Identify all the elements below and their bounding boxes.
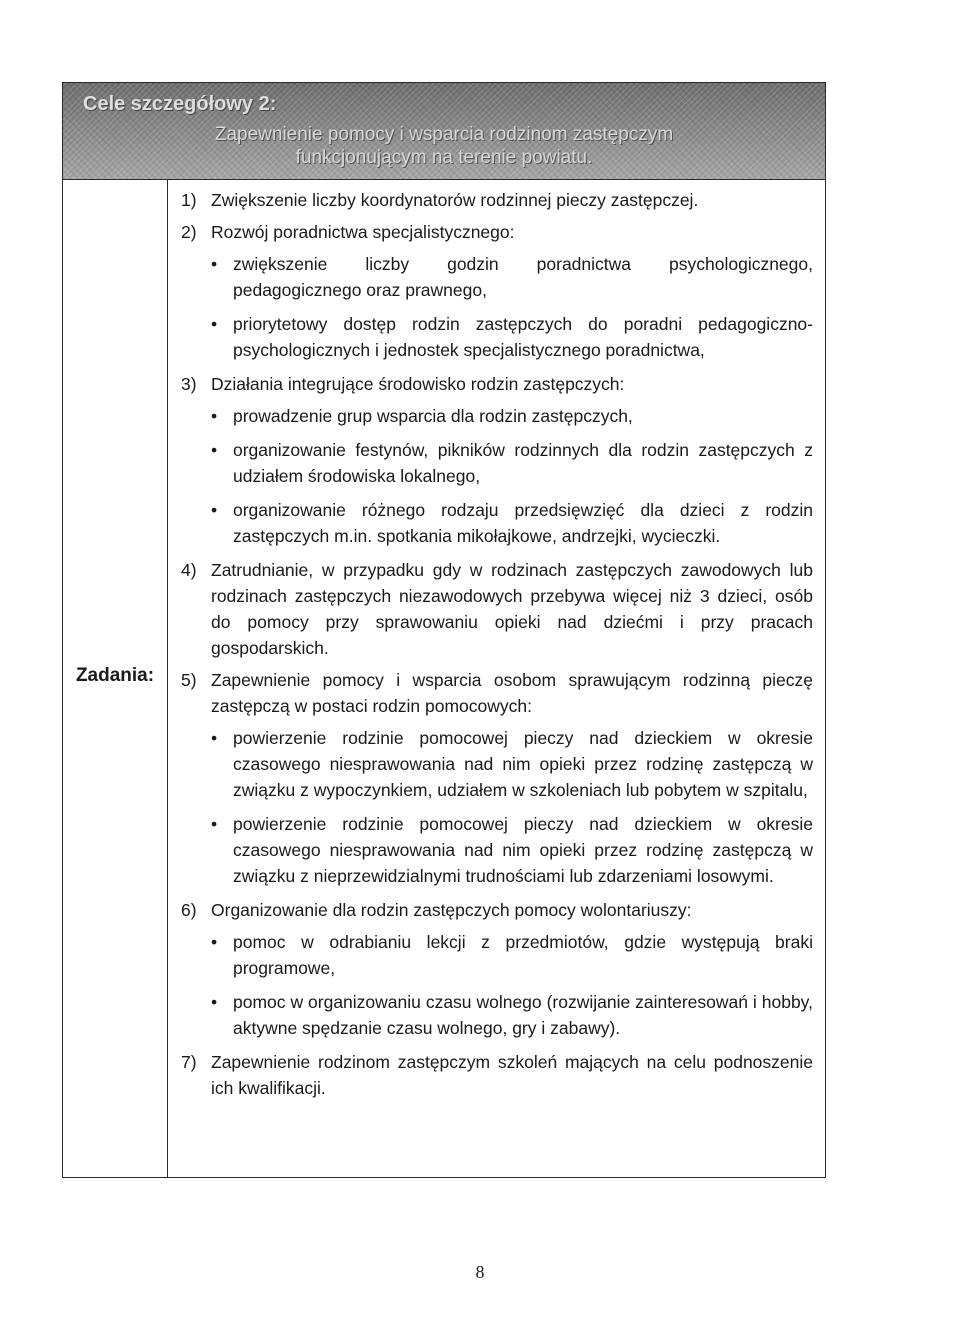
goal-title: Zapewnienie pomocy i wsparcia rodzinom zastępczym funkcjonującym na terenie powiatu.	[214, 124, 674, 168]
task-item	[181, 219, 813, 363]
task-item	[181, 667, 813, 889]
bullet-icon: •	[211, 254, 218, 274]
task-bullet	[211, 311, 813, 363]
task-item	[181, 897, 813, 1041]
tasks-content	[181, 187, 813, 1107]
task-number: 4)	[181, 560, 197, 580]
column-divider	[167, 179, 168, 1177]
task-number: 2)	[181, 222, 197, 242]
task-number: 3)	[181, 374, 197, 394]
task-bullet-text: priorytetowy dostęp rodzin zastępczych do poradni pedagogiczno-psychologicznych i jednostek specjalistycznego poradnictwa,	[233, 314, 813, 360]
task-bullet-text: organizowanie festynów, pikników rodzinnych dla rodzin zastępczych z udziałem środowiska lokalnego,	[233, 440, 813, 486]
task-bullet	[211, 437, 813, 489]
task-number: 6)	[181, 900, 197, 920]
goal-label: Cele szczegółowy 2:	[83, 93, 277, 115]
task-text: Działania integrujące środowisko rodzin zastępczych:	[211, 374, 625, 394]
task-number: 7)	[181, 1052, 197, 1072]
goal-header	[63, 83, 825, 180]
task-bullet	[211, 251, 813, 303]
tasks-table	[62, 82, 826, 1178]
task-item-heading	[181, 667, 813, 719]
bullet-icon: •	[211, 992, 218, 1012]
task-item-heading	[181, 187, 813, 213]
task-bullet-list	[181, 251, 813, 363]
task-text: Organizowanie dla rodzin zastępczych pomocy wolontariuszy:	[211, 900, 692, 920]
tasks-row-label: Zadania:	[75, 665, 155, 686]
bullet-icon: •	[211, 500, 218, 520]
task-number: 5)	[181, 670, 197, 690]
task-number: 1)	[181, 190, 197, 210]
task-bullet-text: powierzenie rodzinie pomocowej pieczy nad dzieckiem w okresie czasowego niesprawowania nad nim opieki przez rodzinę zastępczą w związku z nieprzewidzialnymi trudnościami lub zdarzeniami losowymi.	[233, 814, 813, 886]
task-bullet-text: organizowanie różnego rodzaju przedsięwzięć dla dzieci z rodzin zastępczych m.in. spotkania mikołajkowe, andrzejki, wycieczki.	[233, 500, 813, 546]
task-bullet-text: powierzenie rodzinie pomocowej pieczy nad dzieckiem w okresie czasowego niesprawowania nad nim opieki przez rodzinę zastępczą w związku z wypoczynkiem, udziałem w szkoleniach lub pobytem w szpitalu,	[233, 728, 813, 800]
task-bullet-list	[181, 929, 813, 1041]
bullet-icon: •	[211, 728, 218, 748]
task-item	[181, 557, 813, 661]
task-bullet-text: prowadzenie grup wsparcia dla rodzin zastępczych,	[233, 406, 633, 426]
bullet-icon: •	[211, 314, 218, 334]
task-item-heading	[181, 897, 813, 923]
task-bullet	[211, 929, 813, 981]
task-item	[181, 187, 813, 213]
task-bullet-list	[181, 725, 813, 889]
bullet-icon: •	[211, 440, 218, 460]
task-bullet-list	[181, 403, 813, 549]
bullet-icon: •	[211, 932, 218, 952]
task-item-heading	[181, 371, 813, 397]
task-text: Zwiększenie liczby koordynatorów rodzinnej pieczy zastępczej.	[211, 190, 699, 210]
task-bullet	[211, 811, 813, 889]
task-text: Rozwój poradnictwa specjalistycznego:	[211, 222, 515, 242]
task-bullet-text: zwiększenie liczby godzin poradnictwa psychologicznego, pedagogicznego oraz prawnego,	[233, 254, 813, 300]
task-text: Zapewnienie rodzinom zastępczym szkoleń mających na celu podnoszenie ich kwalifikacji.	[211, 1052, 813, 1098]
task-bullet	[211, 989, 813, 1041]
task-item	[181, 1049, 813, 1101]
task-item-heading	[181, 557, 813, 661]
task-item-heading	[181, 1049, 813, 1101]
page-number: 8	[475, 1262, 485, 1282]
task-item	[181, 371, 813, 549]
bullet-icon: •	[211, 814, 218, 834]
task-bullet-text: pomoc w organizowaniu czasu wolnego (rozwijanie zainteresowań i hobby, aktywne spędzanie czasu wolnego, gry i zabawy).	[233, 992, 813, 1038]
task-text: Zatrudnianie, w przypadku gdy w rodzinach zastępczych zawodowych lub rodzinach zastępczych niezawodowych przebywa więcej niż 3 dzieci, osób do pomocy przy sprawowaniu opieki nad dziećmi i przy pracach gospodarskich.	[211, 560, 813, 658]
task-bullet-text: pomoc w odrabianiu lekcji z przedmiotów, gdzie występują braki programowe,	[233, 932, 813, 978]
task-bullet	[211, 497, 813, 549]
task-bullet	[211, 725, 813, 803]
task-bullet	[211, 403, 813, 429]
task-text: Zapewnienie pomocy i wsparcia osobom sprawującym rodzinną pieczę zastępczą w postaci rodzin pomocowych:	[211, 670, 813, 716]
bullet-icon: •	[211, 406, 218, 426]
task-item-heading	[181, 219, 813, 245]
